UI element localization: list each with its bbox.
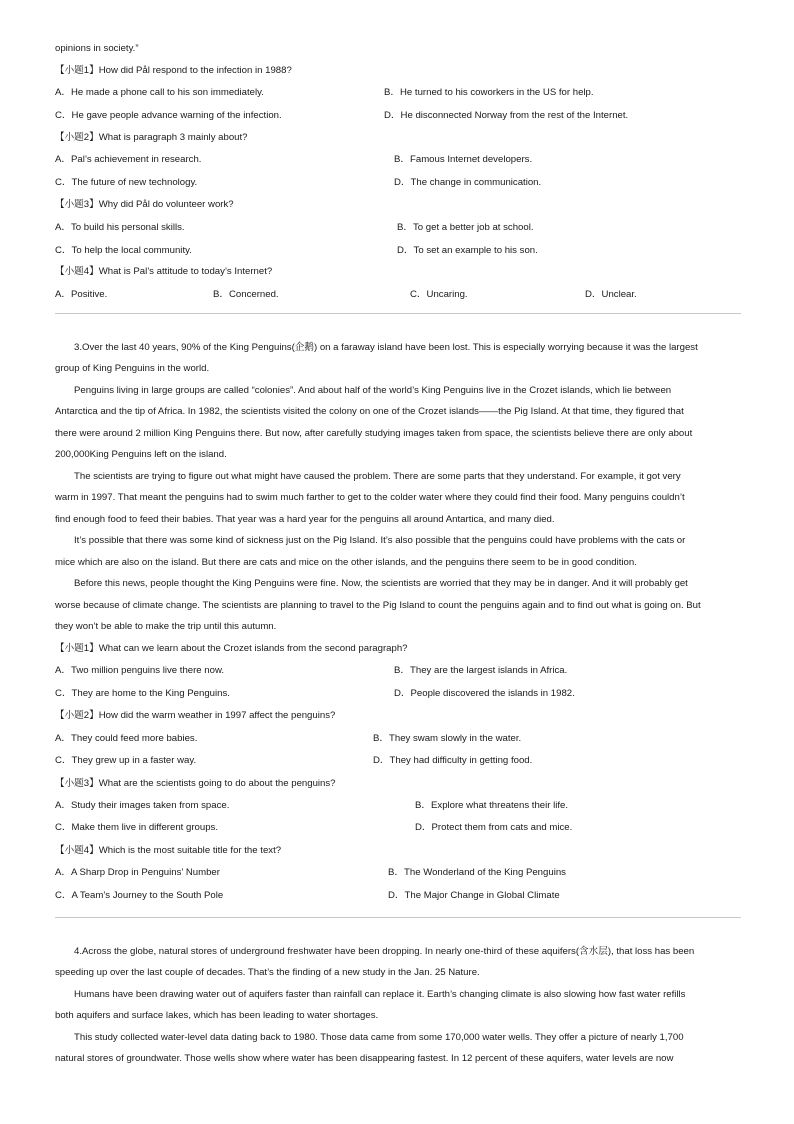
passage-line: there were around 2 million King Penguins there. But now, after carefully studying images taken from space, the scientists believe there are only about	[55, 428, 693, 439]
option-c: C．Uncaring.	[410, 289, 468, 300]
passage-line: Penguins living in large groups are called “colonies”. And about half of the world’s King Penguins live in the Crozet islands, which lie between	[74, 385, 672, 396]
option-a: A．They could feed more babies.	[55, 733, 198, 744]
option-c: C．Make them live in different groups.	[55, 822, 218, 833]
option-d: D．To set an example to his son.	[397, 245, 538, 256]
passage-line: both aquifers and surface lakes, which has been leading to water shortages.	[55, 1010, 379, 1021]
option-b: B．Concerned.	[213, 289, 279, 300]
question-stem: 【小题4】What is Pal’s attitude to today’s Internet?	[55, 266, 273, 277]
passage-line: they won’t be able to make the trip until this autumn.	[55, 621, 277, 632]
passage-line: speeding up over the last couple of decades. That’s the finding of a new study in the Jan. 25 Nature.	[55, 967, 480, 978]
option-d: D．Unclear.	[585, 289, 637, 300]
passage-line: 3.Over the last 40 years, 90% of the King Penguins(企鹅) on a faraway island have been lost. This is especially worrying because it was the largest	[74, 342, 698, 353]
option-b: B．Famous Internet developers.	[394, 154, 533, 165]
passage-line: mice which are also on the island. But there are cats and mice on the other islands, and the penguins there seem to be in good condition.	[55, 557, 637, 568]
option-d: D．The Major Change in Global Climate	[388, 890, 560, 901]
passage-line: The scientists are trying to figure out what might have caused the problem. There are some parts that they understand. For example, it got very	[74, 471, 681, 482]
question-stem: 【小题1】How did Pål respond to the infection in 1988?	[55, 65, 292, 76]
passage-line: find enough food to feed their babies. That year was a hard year for the penguins all around Antartica, and many died.	[55, 514, 555, 525]
passage-line: It’s possible that there was some kind of sickness just on the Pig Island. It’s also possible that the penguins could have problems with the cats or	[74, 535, 686, 546]
passage-line: Before this news, people thought the King Penguins were fine. Now, the scientists are worried that they may be in danger. And it will probably get	[74, 578, 688, 589]
option-a: A．He made a phone call to his son immediately.	[55, 87, 264, 98]
section-divider	[55, 917, 741, 918]
option-c: C．They grew up in a faster way.	[55, 755, 197, 766]
option-c: C．To help the local community.	[55, 245, 192, 256]
option-a: A．Two million penguins live there now.	[55, 665, 225, 676]
section-divider	[55, 313, 741, 314]
option-a: A．Pal’s achievement in research.	[55, 154, 202, 165]
question-stem: 【小题1】What can we learn about the Crozet islands from the second paragraph?	[55, 643, 408, 654]
option-d: D．Protect them from cats and mice.	[415, 822, 573, 833]
passage-line: 200,000King Penguins left on the island.	[55, 449, 227, 460]
question-stem: 【小题3】What are the scientists going to do about the penguins?	[55, 778, 336, 789]
option-b: B．The Wonderland of the King Penguins	[388, 867, 566, 878]
passage-line: Antarctica and the tip of Africa. In 1982, the scientists visited the colony on one of the Crozet islands——the Pig Island. At that time, they figured that	[55, 406, 684, 417]
passage-line: warm in 1997. That meant the penguins had to swim much farther to get to the colder water where they could find their food. Many penguins couldn’t	[55, 492, 685, 503]
passage-line: worse because of climate change. The scientists are planning to travel to the Pig Island to count the penguins again and to find out what is going on. But	[55, 600, 701, 611]
option-a: A．Positive.	[55, 289, 108, 300]
passage-line: 4.Across the globe, natural stores of underground freshwater have been dropping. In nearly one-third of these aquifers(含水层), that loss has been	[74, 946, 695, 957]
option-c: C．They are home to the King Penguins.	[55, 688, 230, 699]
option-c: C．He gave people advance warning of the infection.	[55, 110, 282, 121]
option-c: C．The future of new technology.	[55, 177, 198, 188]
option-d: D．They had difficulty in getting food.	[373, 755, 533, 766]
option-d: D．He disconnected Norway from the rest of the Internet.	[384, 110, 629, 121]
passage-tail: opinions in society.”	[55, 43, 139, 54]
question-stem: 【小题2】How did the warm weather in 1997 affect the penguins?	[55, 710, 336, 721]
question-stem: 【小题3】Why did Pål do volunteer work?	[55, 199, 234, 210]
option-b: B．He turned to his coworkers in the US for help.	[384, 87, 594, 98]
option-b: B．They are the largest islands in Africa.	[394, 665, 568, 676]
option-b: B．They swam slowly in the water.	[373, 733, 522, 744]
option-b: B．To get a better job at school.	[397, 222, 534, 233]
question-stem: 【小题4】Which is the most suitable title for the text?	[55, 845, 282, 856]
option-d: D．The change in communication.	[394, 177, 542, 188]
option-b: B．Explore what threatens their life.	[415, 800, 569, 811]
passage-line: group of King Penguins in the world.	[55, 363, 210, 374]
option-a: A．Study their images taken from space.	[55, 800, 230, 811]
option-d: D．People discovered the islands in 1982.	[394, 688, 575, 699]
passage-line: Humans have been drawing water out of aquifers faster than rainfall can replace it. Earth’s changing climate is also slowing how fast water refills	[74, 989, 686, 1000]
passage-line: This study collected water-level data dating back to 1980. Those data came from some 170,000 water wells. They offer a picture of nearly 1,700	[74, 1032, 684, 1043]
option-a: A．A Sharp Drop in Penguins’ Number	[55, 867, 220, 878]
question-stem: 【小题2】What is paragraph 3 mainly about?	[55, 132, 248, 143]
option-c: C．A Team’s Journey to the South Pole	[55, 890, 224, 901]
option-a: A．To build his personal skills.	[55, 222, 185, 233]
passage-line: natural stores of groundwater. Those wells show where water has been disappearing fastest. In 12 percent of these aquifers, water levels are now	[55, 1053, 674, 1064]
